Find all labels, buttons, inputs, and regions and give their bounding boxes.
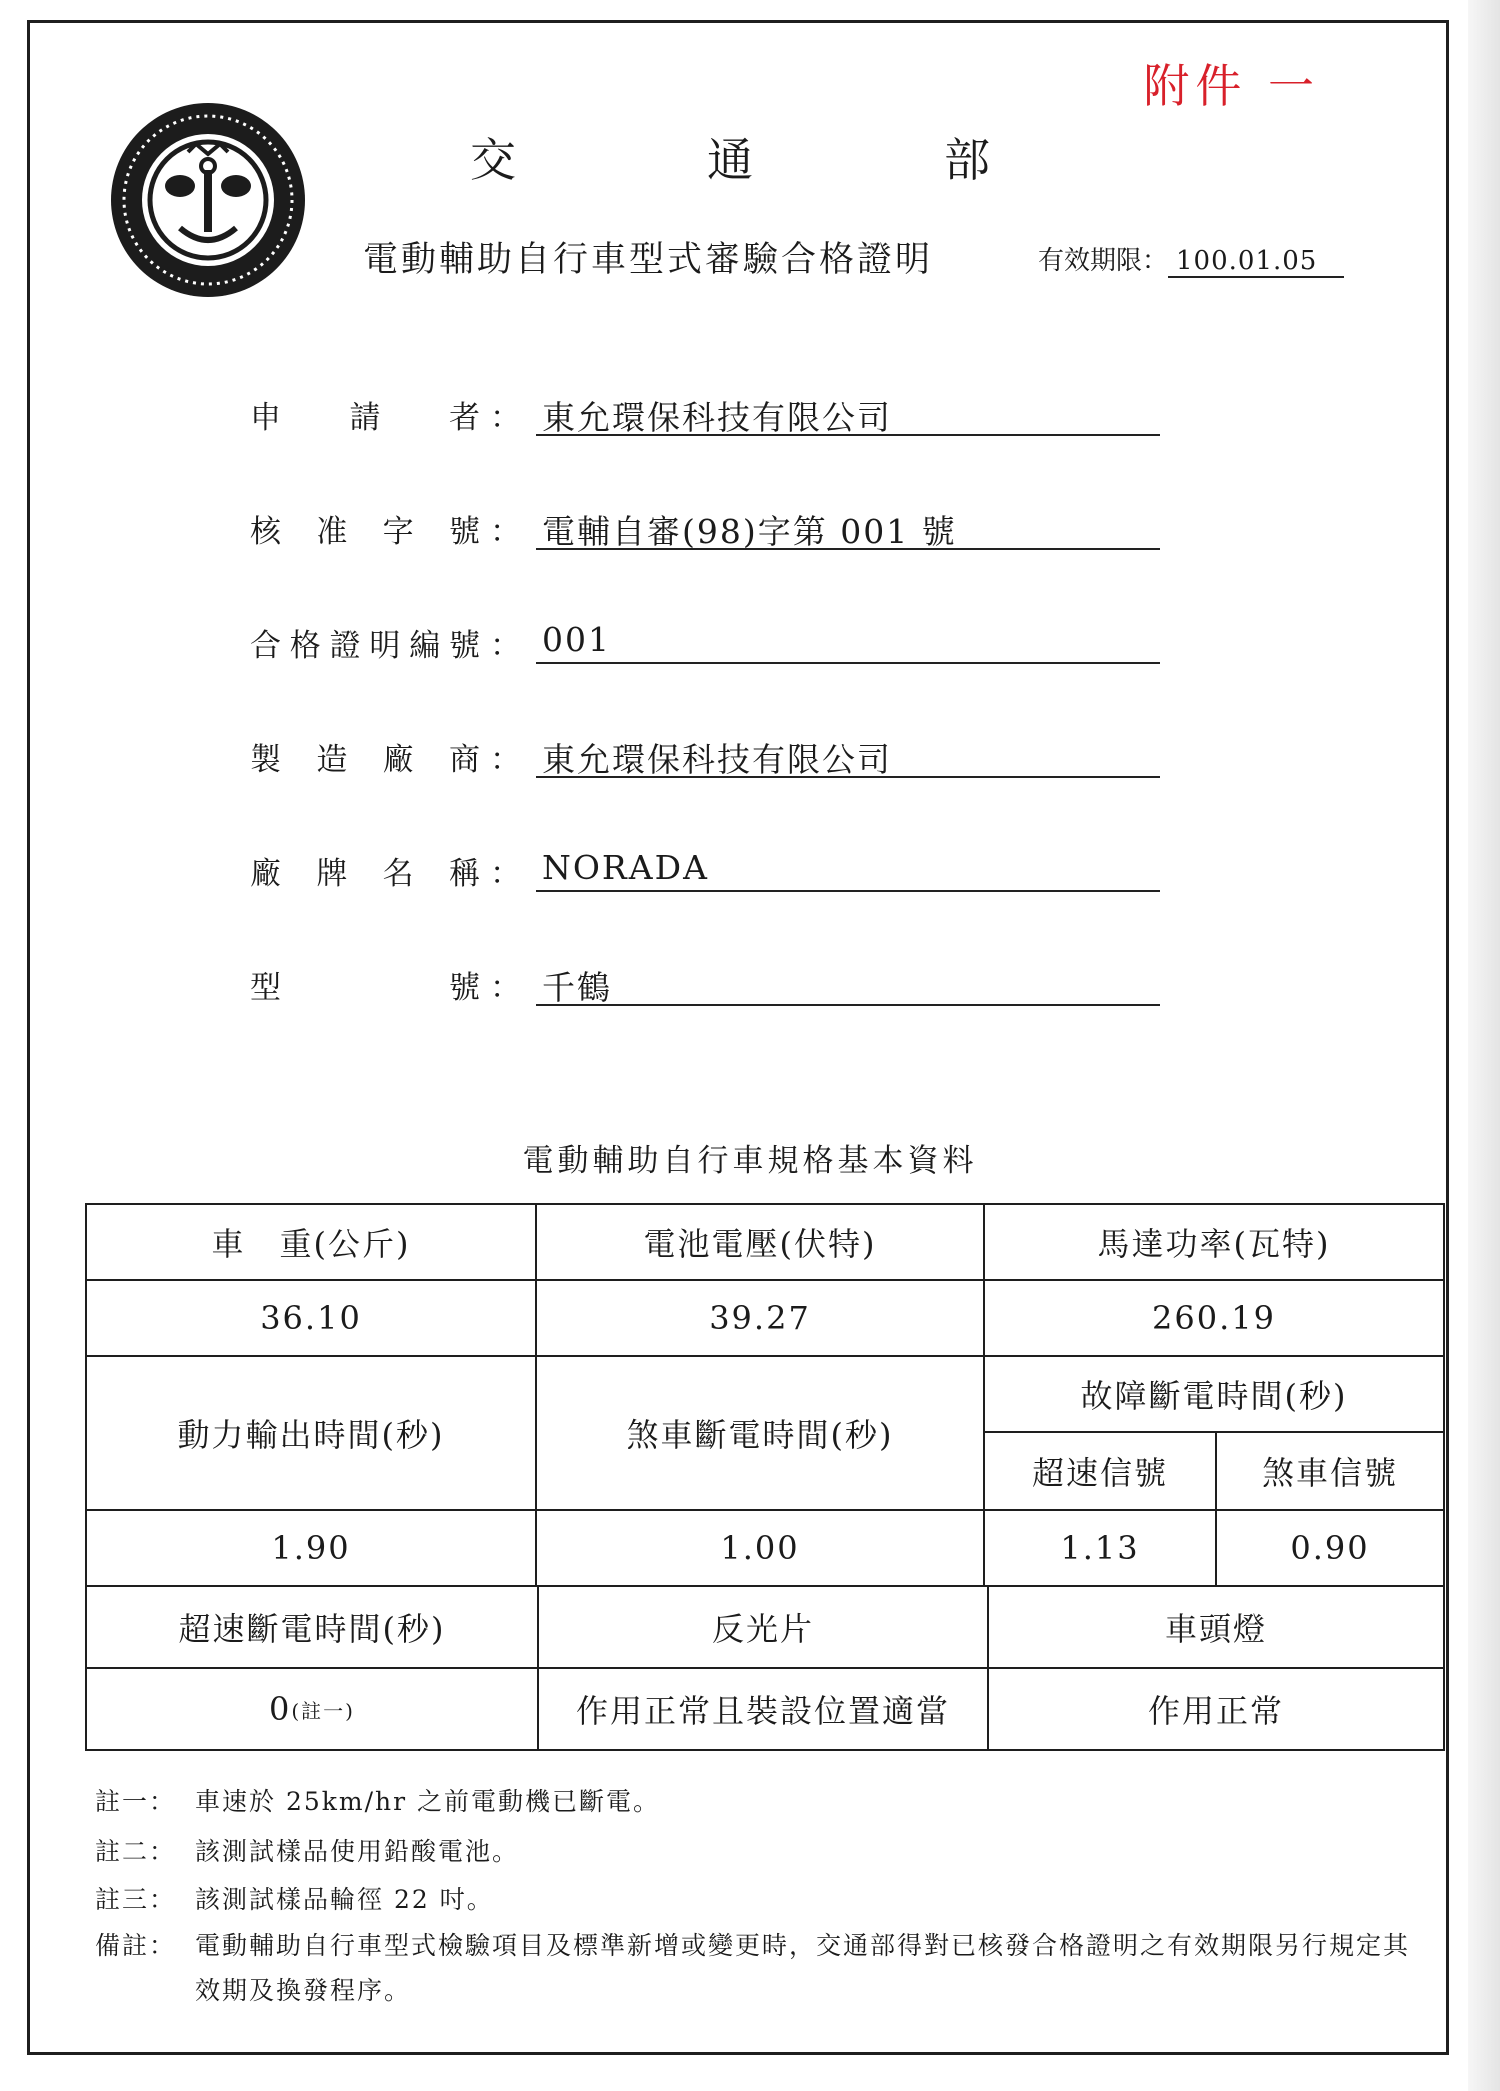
field-certificate-number bbox=[250, 620, 1170, 670]
overspeed-cutoff-value: 0 bbox=[269, 1690, 292, 1728]
note-tag: 備註： bbox=[95, 1931, 177, 1960]
header-reflector: 反光片 bbox=[537, 1585, 989, 1669]
field-colon: ： bbox=[490, 628, 521, 664]
header-motor-power: 馬達功率(瓦特) bbox=[983, 1203, 1445, 1281]
field-value: 東允環保科技有限公司 bbox=[536, 392, 1160, 436]
field-value: 電輔自審(98)字第 001 號 bbox=[536, 506, 1160, 550]
field-approval-number bbox=[250, 506, 1170, 556]
field-applicant bbox=[250, 392, 1170, 442]
note-tag: 註三： bbox=[95, 1885, 177, 1914]
value-brake-cutoff-time: 1.00 bbox=[535, 1509, 985, 1587]
field-value: 千鶴 bbox=[536, 962, 1160, 1006]
note-2 bbox=[95, 1832, 519, 1868]
note-tag: 註二： bbox=[95, 1837, 177, 1866]
header-overspeed-cutoff-time: 超速斷電時間(秒) bbox=[85, 1585, 539, 1669]
certificate-title: 電動輔助自行車型式審驗合格證明 bbox=[363, 240, 934, 280]
field-model bbox=[250, 962, 1170, 1012]
field-label: 核 准 字 號 bbox=[250, 514, 480, 550]
field-colon: ： bbox=[490, 970, 521, 1006]
scan-edge bbox=[1468, 0, 1500, 2091]
header-vehicle-weight: 車 重(公斤) bbox=[85, 1203, 537, 1281]
ministry-heading bbox=[470, 124, 990, 190]
field-brand-name bbox=[250, 848, 1170, 898]
header-brake-cutoff-time: 煞車斷電時間(秒) bbox=[535, 1355, 985, 1511]
ministry-seal-icon bbox=[108, 100, 308, 300]
value-power-output-time: 1.90 bbox=[85, 1509, 537, 1587]
field-label: 合 格 證 明 編 號 bbox=[250, 628, 480, 664]
note-3 bbox=[95, 1880, 494, 1916]
header-headlight: 車頭燈 bbox=[987, 1585, 1445, 1669]
field-colon: ： bbox=[490, 742, 521, 778]
header-battery-voltage: 電池電壓(伏特) bbox=[535, 1203, 985, 1281]
value-vehicle-weight: 36.10 bbox=[85, 1279, 537, 1357]
field-colon: ： bbox=[490, 400, 521, 436]
field-manufacturer bbox=[250, 734, 1170, 784]
value-brake-signal: 0.90 bbox=[1215, 1509, 1445, 1587]
validity-period bbox=[1038, 240, 1344, 278]
ministry-char: 交 bbox=[470, 133, 516, 187]
value-overspeed-signal: 1.13 bbox=[983, 1509, 1217, 1587]
note-text: 該測試樣品輪徑 22 吋。 bbox=[195, 1885, 494, 1914]
value-motor-power: 260.19 bbox=[983, 1279, 1445, 1357]
ministry-char: 通 bbox=[707, 133, 753, 187]
spec-heading: 電動輔助自行車規格基本資料 bbox=[522, 1143, 978, 1179]
header-fault-cutoff-time: 故障斷電時間(秒) bbox=[983, 1355, 1445, 1433]
note-text: 該測試樣品使用鉛酸電池。 bbox=[195, 1837, 520, 1866]
field-value: NORADA bbox=[536, 848, 1160, 892]
ministry-char: 部 bbox=[944, 133, 990, 187]
validity-label: 有效期限： bbox=[1038, 246, 1169, 276]
note-remarks bbox=[95, 1923, 1435, 2013]
header-brake-signal: 煞車信號 bbox=[1215, 1431, 1445, 1511]
spec-table bbox=[85, 1203, 1445, 1751]
value-battery-voltage: 39.27 bbox=[535, 1279, 985, 1357]
field-label: 型 號 bbox=[250, 970, 480, 1006]
note-text: 電動輔助自行車型式檢驗項目及標準新增或變更時，交通部得對已核發合格證明之有效期限另行規定其效期及換發程序。 bbox=[195, 1931, 1411, 2005]
value-headlight: 作用正常 bbox=[987, 1667, 1445, 1751]
field-label: 廠 牌 名 稱 bbox=[250, 856, 480, 892]
header-power-output-time: 動力輸出時間(秒) bbox=[85, 1355, 537, 1511]
validity-value: 100.01.05 bbox=[1168, 246, 1344, 278]
field-label: 申 請 者 bbox=[250, 400, 480, 436]
note-1 bbox=[95, 1782, 660, 1818]
overspeed-cutoff-note-ref: (註一) bbox=[291, 1698, 355, 1723]
field-label: 製 造 廠 商 bbox=[250, 742, 480, 778]
value-overspeed-cutoff-time bbox=[85, 1667, 539, 1751]
note-tag: 註一： bbox=[95, 1787, 177, 1816]
field-colon: ： bbox=[490, 856, 521, 892]
field-value: 東允環保科技有限公司 bbox=[536, 734, 1160, 778]
field-colon: ： bbox=[490, 514, 521, 550]
note-text: 車速於 25km/hr 之前電動機已斷電。 bbox=[195, 1787, 661, 1816]
attachment-label: 附件 一 bbox=[1143, 59, 1320, 113]
field-value: 001 bbox=[536, 620, 1160, 664]
value-reflector: 作用正常且裝設位置適當 bbox=[537, 1667, 989, 1751]
header-overspeed-signal: 超速信號 bbox=[983, 1431, 1217, 1511]
